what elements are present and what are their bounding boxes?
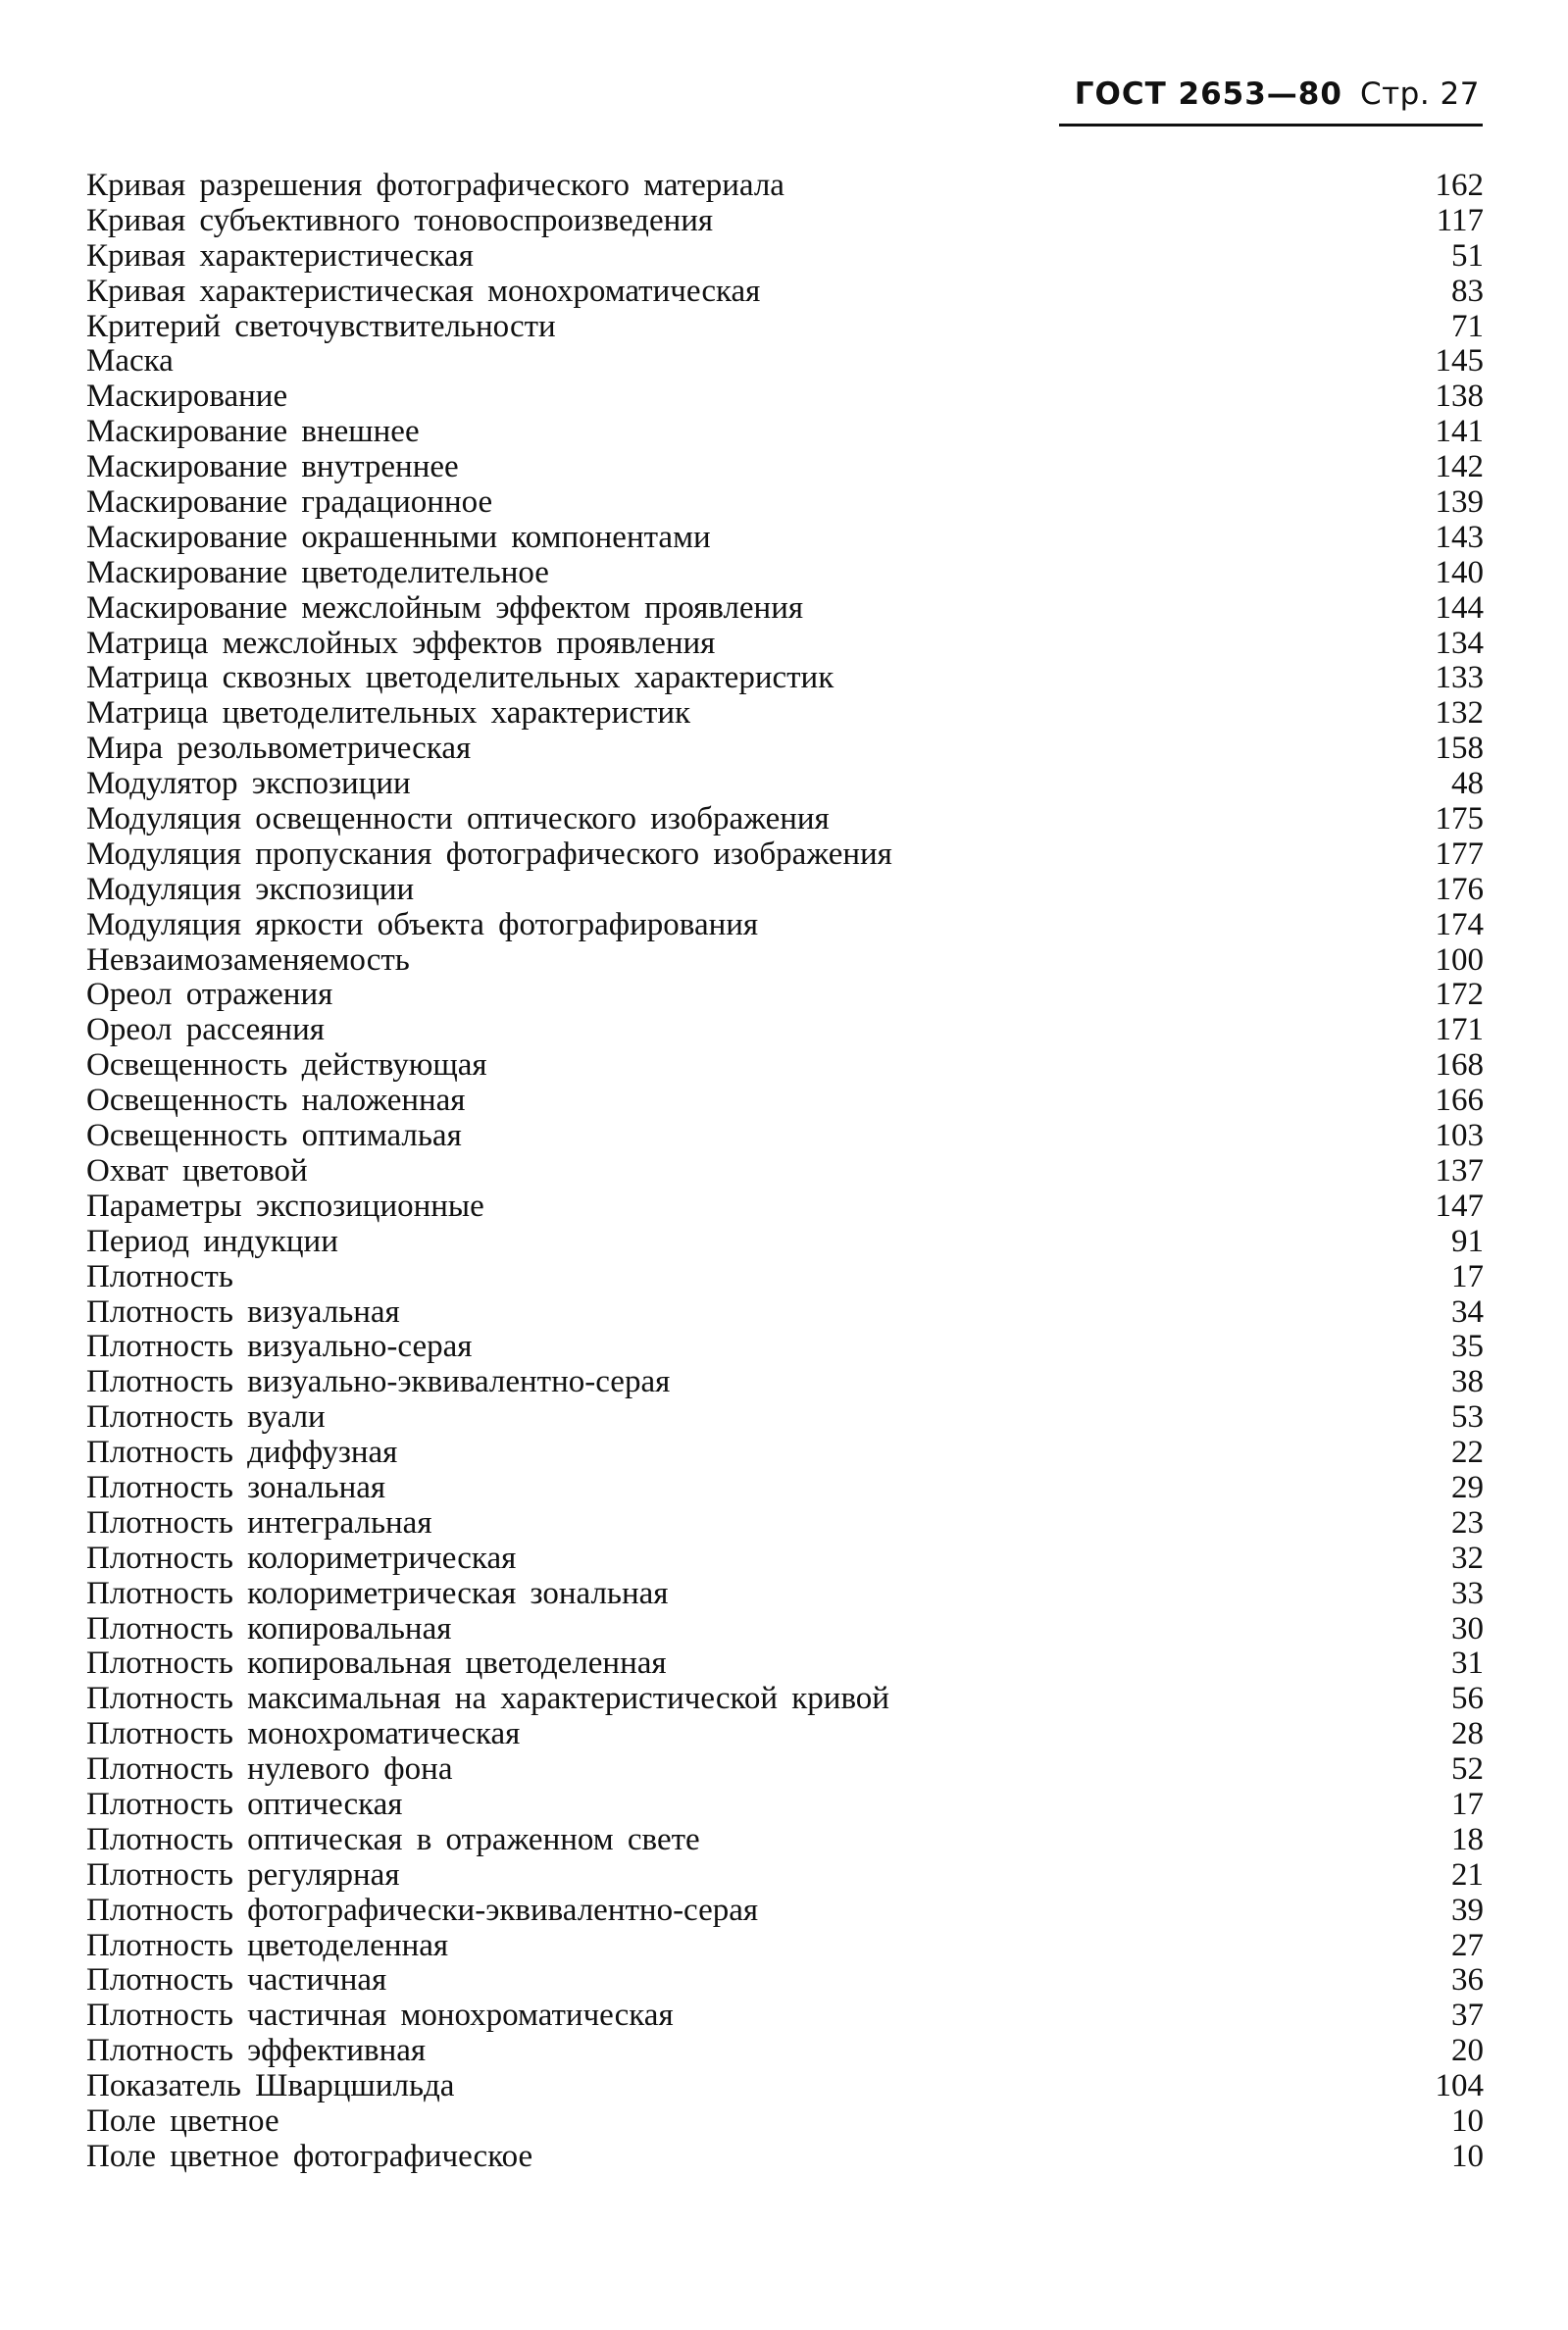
index-term: Маскирование внешнее — [86, 414, 420, 450]
page-header — [1075, 76, 1480, 112]
index-entry — [86, 2069, 1484, 2104]
index-term-number: 31 — [1451, 1646, 1484, 1682]
index-entry — [86, 2104, 1484, 2140]
index-term-number: 83 — [1451, 273, 1484, 309]
index-term-number: 168 — [1435, 1047, 1484, 1084]
index-entry — [86, 1682, 1484, 1717]
index-entry — [86, 521, 1484, 556]
index-term: Освещенность наложенная — [86, 1083, 466, 1119]
index-term: Маскирование внутреннее — [86, 449, 459, 485]
index-entry — [86, 802, 1484, 837]
index-term-number: 147 — [1435, 1188, 1484, 1224]
index-entry — [86, 1119, 1484, 1154]
index-term-number: 20 — [1451, 2033, 1484, 2069]
index-term-number: 91 — [1451, 1223, 1484, 1259]
index-term-number: 30 — [1451, 1610, 1484, 1646]
index-entry — [86, 450, 1484, 485]
index-entry — [86, 1260, 1484, 1295]
index-term: Плотность копировальная — [86, 1610, 452, 1646]
index-term: Модуляция пропускания фотографического изображения — [86, 836, 892, 872]
index-term: Маскирование — [86, 379, 288, 415]
index-entry — [86, 1542, 1484, 1577]
index-term-number: 139 — [1435, 484, 1484, 521]
index-term: Показатель Шварцшильда — [86, 2068, 455, 2104]
index-entry — [86, 767, 1484, 802]
index-term-number: 51 — [1451, 237, 1484, 274]
index-term: Матрица межслойных эффектов проявления — [86, 625, 716, 661]
index-entry — [86, 1646, 1484, 1682]
index-term-number: 52 — [1451, 1751, 1484, 1788]
index-term: Плотность копировальная цветоделенная — [86, 1646, 667, 1682]
index-term-number: 29 — [1451, 1469, 1484, 1505]
index-term: Модуляция экспозиции — [86, 871, 415, 907]
index-term: Плотность колориметрическая зональная — [86, 1575, 669, 1611]
index-term-number: 175 — [1435, 801, 1484, 837]
index-entry — [86, 380, 1484, 415]
index-term: Плотность эффективная — [86, 2033, 427, 2069]
index-term-number: 158 — [1435, 731, 1484, 767]
index-term-number: 38 — [1451, 1364, 1484, 1400]
index-term-number: 32 — [1451, 1540, 1484, 1576]
index-entry — [86, 1858, 1484, 1894]
index-term: Ореол рассеяния — [86, 1012, 325, 1048]
index-term: Плотность интегральная — [86, 1504, 432, 1541]
index-term-number: 176 — [1435, 871, 1484, 907]
index-entry — [86, 1929, 1484, 1964]
index-entry — [86, 1752, 1484, 1788]
index-term-number: 143 — [1435, 519, 1484, 555]
index-term: Мира резольвометрическая — [86, 731, 472, 767]
index-term: Плотность регулярная — [86, 1856, 400, 1893]
standard-designation: ГОСТ 2653—80 — [1074, 76, 1342, 112]
index-term: Освещенность оптимальая — [86, 1118, 462, 1154]
index-entry — [86, 837, 1484, 873]
index-term: Плотность визуально-серая — [86, 1329, 473, 1365]
index-term-number: 34 — [1451, 1293, 1484, 1330]
index-entry — [86, 556, 1484, 591]
index-term: Кривая характеристическая — [86, 237, 474, 274]
index-term-number: 27 — [1451, 1927, 1484, 1963]
index-term: Плотность частичная — [86, 1962, 387, 1999]
index-term: Поле цветное — [86, 2102, 279, 2139]
index-entry — [86, 1999, 1484, 2034]
index-entry — [86, 943, 1484, 979]
index-term: Плотность фотографически-эквивалентно-серая — [86, 1892, 759, 1928]
index-entry — [86, 310, 1484, 345]
index-entry — [86, 1506, 1484, 1542]
index-term: Плотность визуальная — [86, 1293, 400, 1330]
index-term-number: 133 — [1435, 660, 1484, 696]
subject-index-list — [86, 169, 1484, 2175]
index-term-number: 172 — [1435, 977, 1484, 1013]
index-term-number: 134 — [1435, 625, 1484, 661]
index-entry — [86, 415, 1484, 450]
index-entry — [86, 1436, 1484, 1471]
index-term-number: 171 — [1435, 1012, 1484, 1048]
index-entry — [86, 1788, 1484, 1823]
page-number: Стр. 27 — [1359, 76, 1480, 112]
index-term-number: 132 — [1435, 695, 1484, 732]
index-term-number: 10 — [1451, 2138, 1484, 2174]
index-entry — [86, 978, 1484, 1013]
index-entry — [86, 627, 1484, 662]
index-entry — [86, 1823, 1484, 1858]
index-entry — [86, 239, 1484, 275]
index-term: Матрица сквозных цветоделительных характеристик — [86, 660, 835, 696]
index-entry — [86, 1365, 1484, 1400]
index-term-number: 10 — [1451, 2102, 1484, 2139]
index-term-number: 162 — [1435, 168, 1484, 203]
index-term: Освещенность действующая — [86, 1047, 487, 1084]
index-term: Кривая субъективного тоновоспроизведения — [86, 202, 714, 238]
index-entry — [86, 1295, 1484, 1331]
index-term: Модуляция освещенности оптического изображения — [86, 801, 830, 837]
index-term-number: 22 — [1451, 1435, 1484, 1471]
index-term: Маскирование градационное — [86, 484, 493, 521]
index-term-number: 53 — [1451, 1399, 1484, 1436]
index-term: Плотность оптическая — [86, 1786, 403, 1822]
index-entry — [86, 1154, 1484, 1190]
index-entry — [86, 169, 1484, 204]
index-term: Плотность оптическая в отраженном свете — [86, 1821, 700, 1857]
index-term-number: 100 — [1435, 941, 1484, 978]
index-entry — [86, 344, 1484, 380]
index-term: Поле цветное фотографическое — [86, 2138, 533, 2174]
index-entry — [86, 1013, 1484, 1048]
index-term-number: 144 — [1435, 589, 1484, 626]
index-entry — [86, 1717, 1484, 1752]
index-term: Параметры экспозиционные — [86, 1188, 484, 1224]
index-entry — [86, 1330, 1484, 1365]
index-entry — [86, 1190, 1484, 1225]
index-term-number: 37 — [1451, 1998, 1484, 2034]
index-term: Плотность диффузная — [86, 1435, 398, 1471]
index-term-number: 140 — [1435, 554, 1484, 590]
index-term: Модуляция яркости объекта фотографирования — [86, 906, 759, 942]
index-term: Плотность нулевого фона — [86, 1751, 453, 1788]
index-term: Кривая разрешения фотографического материала — [86, 168, 784, 203]
index-term-number: 28 — [1451, 1716, 1484, 1752]
index-term: Матрица цветоделительных характеристик — [86, 695, 691, 732]
index-entry — [86, 275, 1484, 310]
index-term: Плотность зональная — [86, 1469, 386, 1505]
index-entry — [86, 1577, 1484, 1612]
index-term-number: 17 — [1451, 1786, 1484, 1822]
index-entry — [86, 1048, 1484, 1084]
index-term: Плотность вуали — [86, 1399, 326, 1436]
index-term: Период индукции — [86, 1223, 338, 1259]
index-term-number: 23 — [1451, 1504, 1484, 1541]
index-term: Плотность — [86, 1258, 233, 1294]
index-term-number: 18 — [1451, 1821, 1484, 1857]
index-entry — [86, 1084, 1484, 1119]
index-term: Ореол отражения — [86, 977, 333, 1013]
index-term-number: 142 — [1435, 449, 1484, 485]
index-entry — [86, 1612, 1484, 1647]
index-term: Плотность частичная монохроматическая — [86, 1998, 674, 2034]
index-entry — [86, 732, 1484, 767]
index-entry — [86, 1400, 1484, 1436]
index-term-number: 21 — [1451, 1856, 1484, 1893]
index-term: Модулятор экспозиции — [86, 766, 411, 802]
index-entry — [86, 1225, 1484, 1260]
index-term-number: 104 — [1435, 2068, 1484, 2104]
index-term-number: 103 — [1435, 1118, 1484, 1154]
index-entry — [86, 591, 1484, 627]
index-term-number: 138 — [1435, 379, 1484, 415]
index-term: Плотность визуально-эквивалентно-серая — [86, 1364, 671, 1400]
index-entry — [86, 2140, 1484, 2175]
index-entry — [86, 485, 1484, 521]
index-entry — [86, 1894, 1484, 1929]
index-term-number: 56 — [1451, 1681, 1484, 1717]
index-term-number: 39 — [1451, 1892, 1484, 1928]
index-entry — [86, 661, 1484, 696]
index-term: Маскирование межслойным эффектом проявления — [86, 589, 804, 626]
index-term: Плотность монохроматическая — [86, 1716, 521, 1752]
index-entry — [86, 1963, 1484, 1999]
index-term-number: 17 — [1451, 1258, 1484, 1294]
index-term: Плотность максимальная на характеристической кривой — [86, 1681, 889, 1717]
index-term: Охват цветовой — [86, 1152, 308, 1189]
index-entry — [86, 908, 1484, 943]
index-term-number: 71 — [1451, 308, 1484, 344]
index-term-number: 177 — [1435, 836, 1484, 872]
index-term: Кривая характеристическая монохроматическая — [86, 273, 761, 309]
index-term-number: 166 — [1435, 1083, 1484, 1119]
index-term: Маска — [86, 343, 174, 380]
index-entry — [86, 873, 1484, 908]
index-term-number: 137 — [1435, 1152, 1484, 1189]
index-term: Маскирование окрашенными компонентами — [86, 519, 711, 555]
header-rule — [1059, 124, 1483, 127]
index-term-number: 145 — [1435, 343, 1484, 380]
index-entry — [86, 204, 1484, 239]
index-entry — [86, 1471, 1484, 1506]
index-term-number: 117 — [1436, 202, 1484, 238]
index-term-number: 36 — [1451, 1962, 1484, 1999]
index-term-number: 141 — [1435, 414, 1484, 450]
index-term-number: 35 — [1451, 1329, 1484, 1365]
index-term: Критерий светочувствительности — [86, 308, 556, 344]
index-term: Плотность цветоделенная — [86, 1927, 449, 1963]
index-term: Маскирование цветоделительное — [86, 554, 549, 590]
index-term: Плотность колориметрическая — [86, 1540, 517, 1576]
index-term: Невзаимозаменяемость — [86, 941, 410, 978]
index-entry — [86, 2034, 1484, 2069]
index-entry — [86, 696, 1484, 732]
index-term-number: 48 — [1451, 766, 1484, 802]
index-term-number: 33 — [1451, 1575, 1484, 1611]
index-term-number: 174 — [1435, 906, 1484, 942]
